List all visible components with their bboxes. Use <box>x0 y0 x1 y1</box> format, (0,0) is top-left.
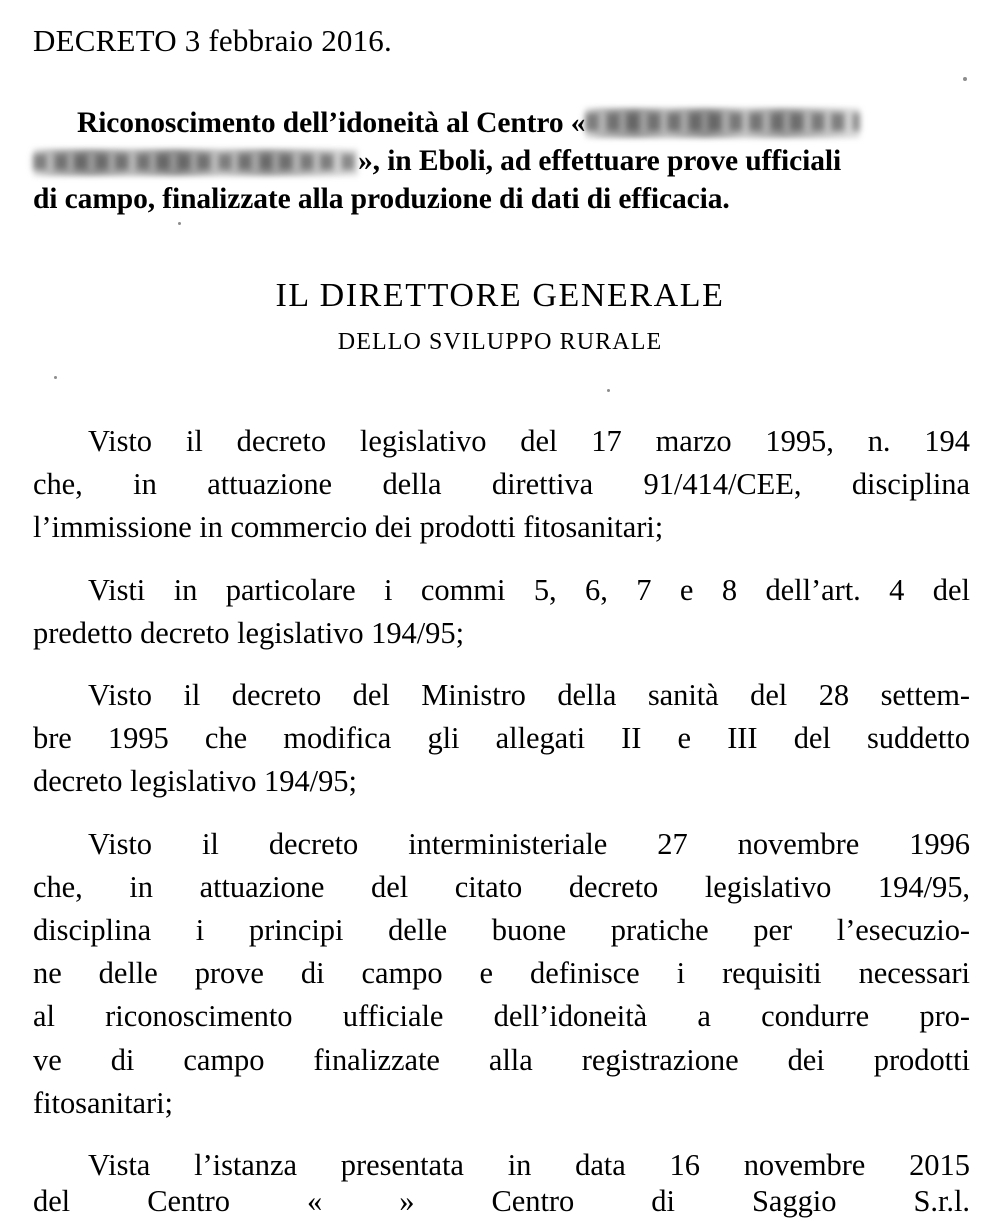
redaction-block-company-name <box>33 149 358 176</box>
paragraph-line: Visto il decreto legislativo del 17 marzo 1995, n. 194 <box>88 424 970 458</box>
scan-speck <box>963 77 967 81</box>
paragraph-line: Vista l’istanza presentata in data 16 novembre 2015 <box>88 1148 970 1183</box>
redaction-block-center-name <box>585 108 860 138</box>
paragraph-line: Visto il decreto del Ministro della sanità del 28 settem- <box>88 678 970 713</box>
paragraph-line: ve di campo finalizzate alla registrazione dei prodotti <box>33 1042 970 1077</box>
paragraph-line: Visto il decreto interministeriale 27 novembre 1996 <box>88 826 970 861</box>
decree-title-line-3: di campo, finalizzate alla produzione di dati di efficacia. <box>33 183 730 215</box>
paragraph-line: bre 1995 che modifica gli allegati II e III del suddetto <box>33 721 970 756</box>
paragraph-line: fitosanitari; <box>33 1085 173 1120</box>
scan-speck <box>607 389 610 392</box>
paragraph-visto-interministeriale <box>33 823 970 1125</box>
scan-speck <box>178 222 181 225</box>
paragraph-line: del Centro « » Centro di Saggio S.r.l. <box>33 1184 970 1218</box>
paragraph-visti-commi <box>33 569 970 655</box>
paragraph-line: Visti in particolare i commi 5, 6, 7 e 8 dell’art. 4 del <box>88 572 970 607</box>
paragraph-line: che, in attuazione del citato decreto legislativo 194/95, <box>33 869 970 904</box>
paragraph-visto-ministro-sanita <box>33 674 970 804</box>
decree-title-line-1-text: Riconoscimento dell’idoneità al Centro « <box>77 107 586 139</box>
paragraph-line: l’immissione in commercio dei prodotti fitosanitari; <box>33 510 664 545</box>
clipped-bottom-line <box>33 1180 970 1218</box>
paragraph-line: disciplina i principi delle buone pratiche per l’esecuzio- <box>33 913 970 948</box>
decree-date-line: DECRETO 3 febbraio 2016. <box>33 23 392 58</box>
paragraph-line: ne delle prove di campo e definisce i requisiti necessari <box>33 956 970 991</box>
decree-title-line-1 <box>33 104 967 142</box>
document-body <box>33 420 970 1206</box>
heading-rural-development: DELLO SVILUPPO RURALE <box>337 329 663 355</box>
paragraph-line: decreto legislativo 194/95; <box>33 764 357 799</box>
paragraph-line: al riconoscimento ufficiale dell’idoneità a condurre pro- <box>33 999 970 1034</box>
paragraph-line: che, in attuazione della direttiva 91/414/CEE, disciplina <box>33 467 970 502</box>
paragraph-visto-194 <box>33 420 970 550</box>
scan-speck <box>54 376 57 379</box>
decree-title-line-2 <box>33 142 967 180</box>
decree-title <box>33 104 967 218</box>
heading-director-general: IL DIRETTORE GENERALE <box>275 277 725 314</box>
decree-title-line-2-text: », in Eboli, ad effettuare prove ufficiali <box>358 145 842 177</box>
paragraph-line: predetto decreto legislativo 194/95; <box>33 615 465 650</box>
